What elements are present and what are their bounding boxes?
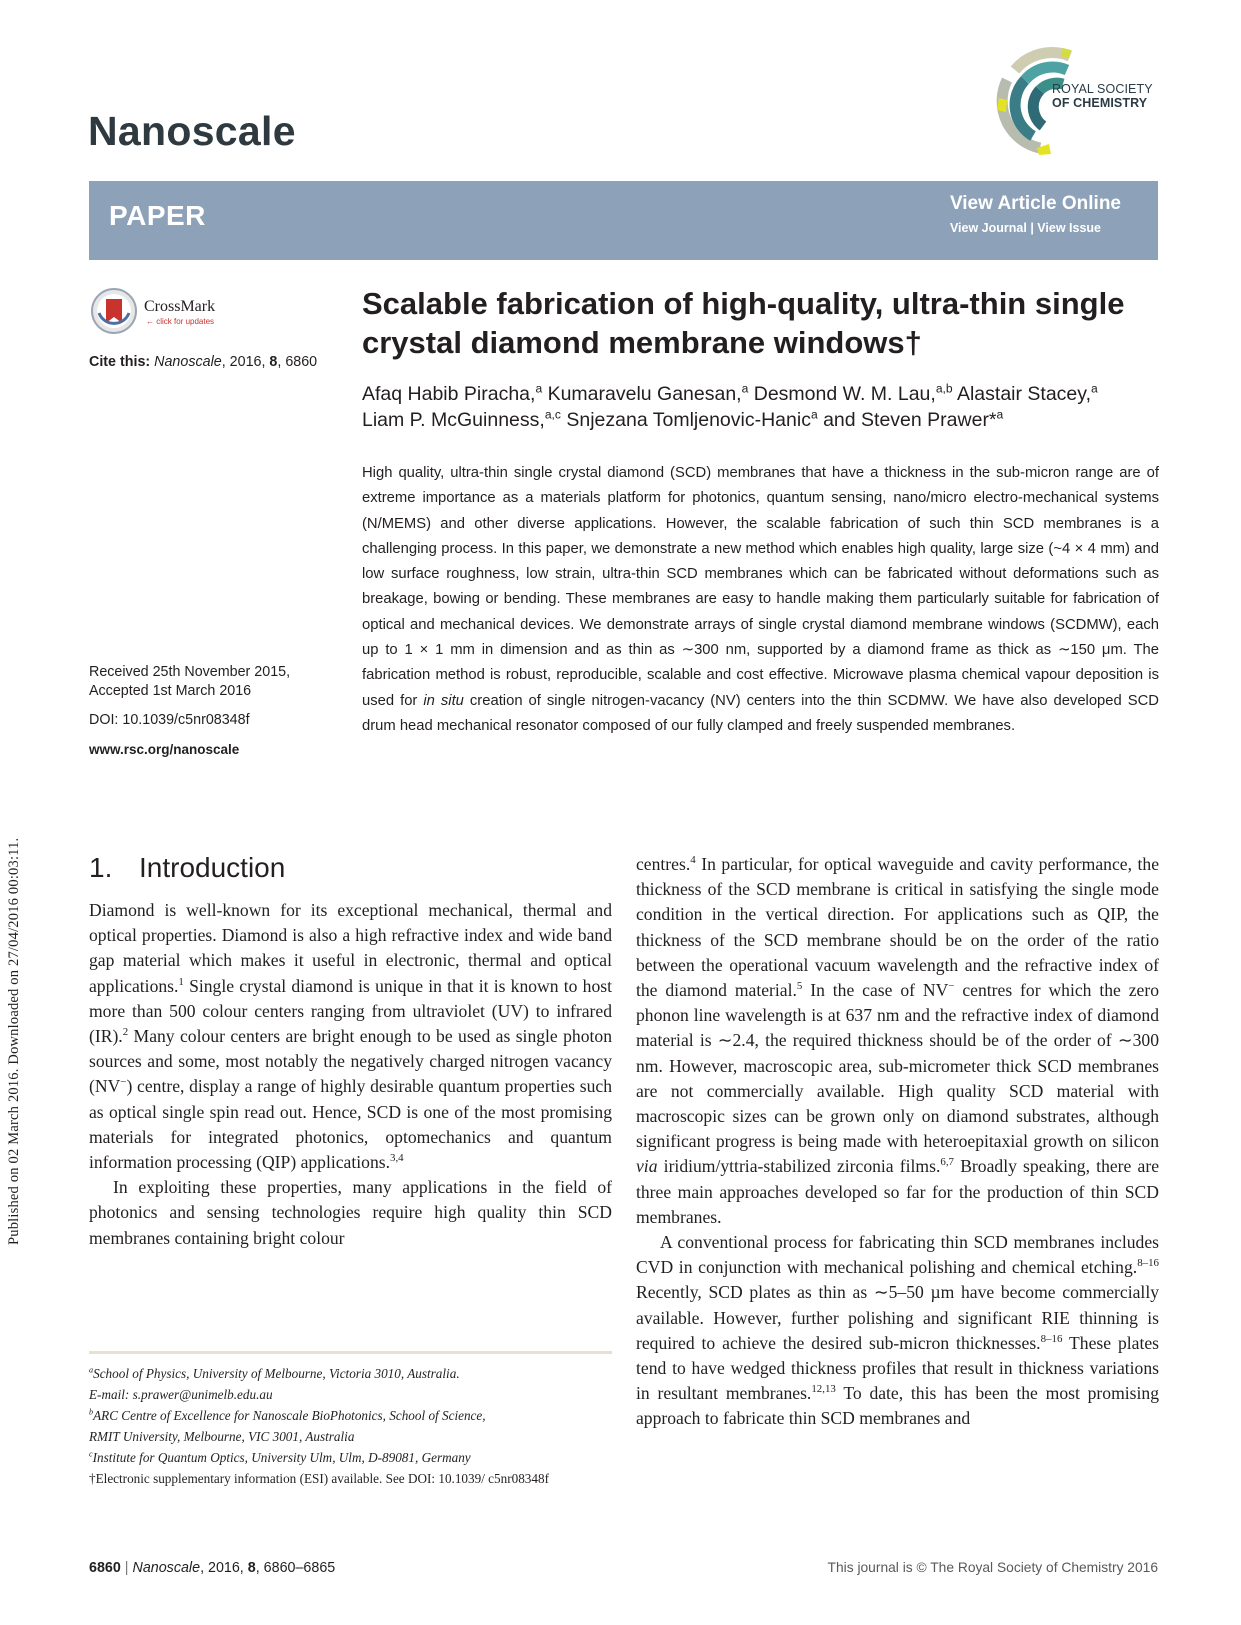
- section-heading: [89, 852, 285, 884]
- view-links: [950, 221, 1101, 235]
- footnote-email[interactable]: E-mail: s.prawer@unimelb.edu.au: [89, 1387, 273, 1402]
- footer-volume: 8: [247, 1560, 256, 1576]
- body-text: These plates tend to have wedged thickness profiles that result in thickness variations in resultant membranes.: [636, 1332, 1160, 1404]
- charge-superscript: −: [120, 1076, 127, 1089]
- crossmark-icon: [90, 287, 138, 335]
- article-meta: [89, 663, 339, 759]
- affiliation-mark: a: [1091, 381, 1098, 396]
- body-text: iridium/yttria-stabilized zirconia films.: [657, 1156, 941, 1177]
- footnote-text: Institute for Quantum Optics, University Ulm, Ulm, D-89081, Germany: [92, 1450, 471, 1465]
- body-text: To date, this has been the most promising approach to fabricate thin SCD membranes and: [636, 1383, 1159, 1429]
- received-date: Received 25th November 2015,: [89, 664, 291, 680]
- section-title: Introduction: [139, 852, 286, 883]
- crossmark-badge[interactable]: [90, 287, 270, 339]
- abstract: [362, 461, 1159, 739]
- reference-mark[interactable]: 4: [690, 854, 696, 867]
- author-name: Kumaravelu Ganesan,: [542, 383, 742, 405]
- reference-mark[interactable]: 12,13: [811, 1383, 836, 1396]
- crossmark-label: CrossMark: [144, 298, 216, 315]
- footer-pages: , 6860–6865: [255, 1560, 336, 1576]
- abstract-text: High quality, ultra-thin single crystal diamond (SCD) membranes that have a thickness in the sub-micron range are of extreme importance as a materials platform for photonics, quantum sensing, nano/micro electro-mechanical systems (N/MEMS) and other diverse applications. However, the scalable fabrication of such thin SCD membranes is a challenging process. In this paper, we demonstrate a new method which enables high quality, large size (~4 × 4 mm) and low surface roughness, low strain, ultra-thin SCD membranes which can be fabricated without deformations such as breakage, bowing or bending. These membranes are easy to handle making them particularly suitable for fabrication of optical and mechanical devices. We demonstrate arrays of single crystal diamond membrane windows (SCDMW), each up to 1 × 1 mm in dimension and as thin as ∼300 nm, supported by a diamond frame as thick as ∼150 μm. The fabrication method is robust, reproducible, scalable and cost effective. Microwave plasma chemical vapour deposition is used for: [362, 465, 1159, 709]
- arrow-left-icon: ←: [146, 317, 154, 326]
- affiliation-mark: a: [996, 407, 1004, 422]
- author-list: [362, 381, 1162, 433]
- footnote-esi: †Electronic supplementary information (ESI) available. See DOI: 10.1039/ c5nr08348f: [89, 1471, 549, 1486]
- author-name: Desmond W. M. Lau,: [748, 383, 936, 405]
- cite-year: , 2016,: [221, 354, 270, 370]
- cite-page: , 6860: [277, 354, 318, 370]
- copyright-notice: This journal is © The Royal Society of Chemistry 2016: [827, 1560, 1158, 1575]
- footnote-text: ARC Centre of Excellence for Nanoscale BioPhotonics, School of Science,: [93, 1408, 486, 1423]
- footnotes: [89, 1363, 612, 1489]
- footer-journal: Nanoscale: [132, 1560, 201, 1576]
- journal-name: Nanoscale: [88, 108, 296, 154]
- charge-superscript: −: [948, 980, 955, 993]
- affiliation-mark: a: [810, 407, 818, 422]
- author-name: Liam P. McGuinness,: [362, 409, 545, 431]
- view-article-online-link[interactable]: View Article Online: [949, 193, 1121, 214]
- reference-mark[interactable]: 6,7: [940, 1156, 955, 1169]
- body-text: Many colour centers are bright enough to be used as single photon sources and some, most notably the negatively charged nitrogen vacancy (NV: [89, 1026, 612, 1097]
- footnote-text: School of Physics, University of Melbourne, Victoria 3010, Australia.: [93, 1366, 460, 1381]
- article-type-label: PAPER: [109, 200, 206, 231]
- footnote-affiliation-a: [89, 1363, 612, 1384]
- reference-mark[interactable]: 2: [122, 1026, 129, 1039]
- body-paragraph: [636, 852, 1159, 1230]
- body-text: Single crystal diamond is unique in that it is known to host more than 500 colour centers ranging from ultraviolet (UV) to infrared (IR).: [89, 975, 612, 1047]
- reference-mark[interactable]: 1: [178, 975, 184, 988]
- article-title: Scalable fabrication of high-quality, ultra-thin single crystal diamond membrane windows†: [362, 286, 1125, 360]
- affiliation-mark: a: [89, 1365, 94, 1375]
- body-text: Broadly speaking, there are three main approaches developed so far for the production of thin SCD membranes.: [636, 1156, 1160, 1227]
- body-text: In particular, for optical waveguide and cavity performance, the thickness of the SCD membrane is critical in satisfying the single mode condition in the vertical direction. For applications such as QIP, the thickness of the SCD membrane should be on the order of the ratio between the operational vacuum wavelength and the refractive index of the diamond material.: [636, 854, 1159, 1001]
- body-paragraph: In exploiting these properties, many applications in the field of photonics and sensing technologies require high quality thin SCD membranes containing bright colour: [89, 1177, 612, 1248]
- affiliation-mark: b: [89, 1407, 94, 1417]
- body-column-right: [636, 852, 1159, 1432]
- cite-label: Cite this:: [89, 354, 151, 370]
- abstract-text: creation of single nitrogen-vacancy (NV) centers into the thin SCDMW. We have also developed SCD drum head mechanical resonator composed of our fully clamped and freely suspended membranes.: [362, 692, 1159, 734]
- view-journal-link[interactable]: View Journal: [949, 221, 1027, 235]
- body-italic: via: [636, 1156, 658, 1177]
- author-name: Afaq Habib Piracha,: [362, 383, 536, 405]
- author-name: Alastair Stacey,: [952, 383, 1091, 405]
- body-text: Diamond is well-known for its exceptional mechanical, thermal and optical properties. Diamond is also a high refractive index and wide band gap material which makes it useful in electronic, thermal and optical applications.: [89, 900, 612, 996]
- cite-volume: 8: [269, 354, 278, 370]
- citation-line: [89, 354, 317, 370]
- article-type-banner: [89, 181, 1158, 260]
- author-name: and Steven Prawer*: [817, 409, 997, 431]
- view-issue-link[interactable]: View Issue: [1037, 221, 1101, 235]
- body-paragraph: [89, 898, 612, 1175]
- affiliation-mark: a: [741, 381, 749, 396]
- affiliation-mark: c: [89, 1449, 93, 1459]
- body-column-left: [89, 898, 612, 1251]
- section-number: 1.: [89, 852, 113, 883]
- reference-mark[interactable]: 3,4: [389, 1152, 404, 1165]
- affiliation-mark: a,b: [935, 381, 953, 396]
- cite-journal: Nanoscale: [154, 354, 222, 370]
- reference-mark[interactable]: 5: [796, 980, 803, 993]
- crossmark-sublabel: [146, 317, 214, 326]
- affiliation-mark: a: [535, 381, 543, 396]
- reference-mark[interactable]: 8–16: [1040, 1333, 1063, 1345]
- accepted-date: Accepted 1st March 2016: [89, 683, 252, 699]
- body-text: centres for which the zero phonon line wavelength is at 637 nm and the refractive index of diamond material is ∼2.4, the required thickness should be of the order of ∼300 nm. However, macroscopic area, sub-micrometer thick SCD membranes are not commercially available. High quality SCD material with macroscopic sizes can be grown only on diamond substrates, although significant progress is being made with heteroepitaxial growth on silicon: [636, 980, 1160, 1152]
- doi[interactable]: DOI: 10.1039/c5nr08348f: [89, 712, 250, 728]
- body-text: In the case of NV: [802, 980, 949, 1001]
- body-text: A conventional process for fabricating thin SCD membranes includes CVD in conjunction with mechanical polishing and chemical etching.: [636, 1232, 1159, 1278]
- author-name: Snjezana Tomljenovic-Hanic: [560, 409, 811, 431]
- footnote-affiliation-c: [89, 1447, 612, 1468]
- publisher-name-line1: ROYAL SOCIETY: [1052, 82, 1153, 96]
- crossmark-sublabel-text: click for updates: [156, 317, 215, 326]
- body-paragraph: [636, 1230, 1159, 1432]
- view-links-separator: |: [1030, 221, 1034, 235]
- page-footer-left: [89, 1560, 335, 1576]
- publisher-name-line2: OF CHEMISTRY: [1052, 96, 1148, 110]
- body-text: Recently, SCD plates as thin as ∼5–50 µm have become commercially available. However, further polishing and significant RIE thinning is required to achieve the desired sub-micron thicknesses.: [636, 1282, 1159, 1353]
- reference-mark[interactable]: 8–16: [1137, 1257, 1159, 1270]
- body-text: centres.: [636, 854, 691, 874]
- footer-separator: |: [124, 1560, 129, 1576]
- footnote-affiliation-b: [89, 1405, 612, 1426]
- journal-website-link[interactable]: www.rsc.org/nanoscale: [89, 742, 240, 757]
- footer-year: , 2016,: [200, 1560, 248, 1576]
- publication-date-watermark: Published on 02 March 2016. Downloaded on 27/04/2016 00:03:11.: [6, 837, 22, 1245]
- body-text: ) centre, display a range of highly desirable quantum properties such as optical single spin read out. Hence, SCD is one of the most promising materials for integrated photonics, optomechanics and quantum information processing (QIP) applications.: [89, 1076, 612, 1173]
- affiliation-mark: a,c: [544, 407, 561, 422]
- page-number: 6860: [89, 1560, 121, 1576]
- footnote-affiliation-b-cont: RMIT University, Melbourne, VIC 3001, Australia: [89, 1429, 355, 1444]
- footnote-divider: [89, 1351, 612, 1354]
- abstract-italic: in situ: [423, 692, 464, 709]
